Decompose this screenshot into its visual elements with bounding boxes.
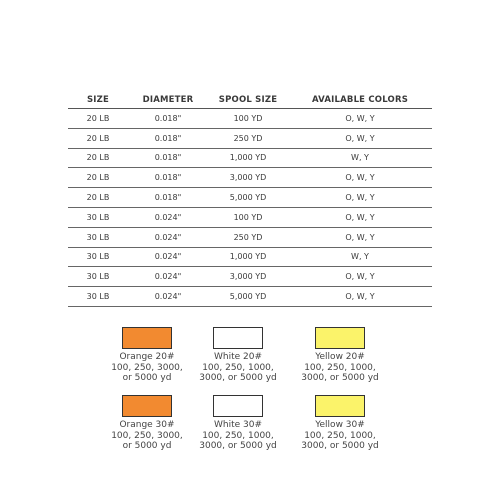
table-row [68,109,432,129]
cell-spool-size: 3,000 YD [208,267,288,287]
color-swatch [122,395,172,417]
cell-available-colors: W, Y [288,247,432,267]
cell-spool-size: 100 YD [208,109,288,129]
table-body [68,109,432,307]
table-row [68,188,432,208]
cell-available-colors: O, W, Y [288,267,432,287]
cell-size: 20 LB [68,188,128,208]
cell-available-colors: O, W, Y [288,207,432,227]
swatch-sizes: 100, 250, 1000, [202,430,274,441]
swatch-sizes: 100, 250, 3000, [111,430,183,441]
table-row [68,168,432,188]
color-swatch [122,327,172,349]
cell-spool-size: 100 YD [208,207,288,227]
table-row [68,148,432,168]
cell-diameter: 0.018" [128,148,208,168]
swatch-sizes: or 5000 yd [122,373,172,383]
cell-size: 20 LB [68,168,128,188]
swatch-title: Yellow 20# [315,352,365,362]
cell-diameter: 0.024" [128,247,208,267]
cell-size: 30 LB [68,247,128,267]
cell-size: 30 LB [68,227,128,247]
cell-diameter: 0.024" [128,227,208,247]
cell-size: 20 LB [68,109,128,129]
table-row [68,227,432,247]
spec-table [68,92,432,307]
cell-size: 20 LB [68,148,128,168]
cell-available-colors: O, W, Y [288,188,432,208]
cell-spool-size: 1,000 YD [208,247,288,267]
swatch-title: Orange 30# [119,420,175,430]
cell-diameter: 0.018" [128,109,208,129]
swatch-sizes: 3000, or 5000 yd [199,441,277,451]
cell-available-colors: O, W, Y [288,109,432,129]
table-row [68,207,432,227]
header-size: SIZE [68,92,128,109]
table-header-row [68,92,432,109]
cell-diameter: 0.024" [128,207,208,227]
swatch-sizes: or 5000 yd [122,441,172,451]
cell-spool-size: 250 YD [208,128,288,148]
cell-spool-size: 1,000 YD [208,148,288,168]
swatch-title: Orange 20# [119,352,175,362]
cell-size: 20 LB [68,128,128,148]
table-row [68,128,432,148]
swatch-sizes: 3000, or 5000 yd [199,373,277,383]
cell-spool-size: 250 YD [208,227,288,247]
cell-available-colors: O, W, Y [288,227,432,247]
cell-size: 30 LB [68,287,128,307]
swatch-caption [280,352,400,384]
swatch-yellow-30 [280,395,400,452]
cell-available-colors: O, W, Y [288,168,432,188]
cell-available-colors: O, W, Y [288,287,432,307]
swatch-title: White 30# [213,420,263,430]
table-row [68,267,432,287]
swatch-caption [280,420,400,452]
color-swatch [315,327,365,349]
swatch-sizes: 3000, or 5000 yd [301,373,379,383]
cell-spool-size: 5,000 YD [208,287,288,307]
header-diameter: DIAMETER [128,92,208,109]
cell-diameter: 0.024" [128,267,208,287]
cell-available-colors: O, W, Y [288,128,432,148]
swatch-sizes: 100, 250, 3000, [111,362,183,373]
header-available-colors: AVAILABLE COLORS [288,92,432,109]
table-row [68,247,432,267]
swatch-sizes: 100, 250, 1000, [202,362,274,373]
color-swatch [213,395,263,417]
cell-spool-size: 5,000 YD [208,188,288,208]
color-swatch [315,395,365,417]
cell-diameter: 0.018" [128,128,208,148]
color-swatch [213,327,263,349]
cell-diameter: 0.018" [128,168,208,188]
cell-available-colors: W, Y [288,148,432,168]
cell-size: 30 LB [68,267,128,287]
header-spool-size: SPOOL SIZE [208,92,288,109]
cell-size: 30 LB [68,207,128,227]
cell-diameter: 0.024" [128,287,208,307]
swatch-title: White 20# [213,352,263,362]
swatch-yellow-20 [280,327,400,384]
swatch-title: Yellow 30# [315,420,365,430]
cell-diameter: 0.018" [128,188,208,208]
swatch-sizes: 100, 250, 1000, [304,362,376,373]
cell-spool-size: 3,000 YD [208,168,288,188]
swatch-sizes: 3000, or 5000 yd [301,441,379,451]
swatch-sizes: 100, 250, 1000, [304,430,376,441]
table-row [68,287,432,307]
